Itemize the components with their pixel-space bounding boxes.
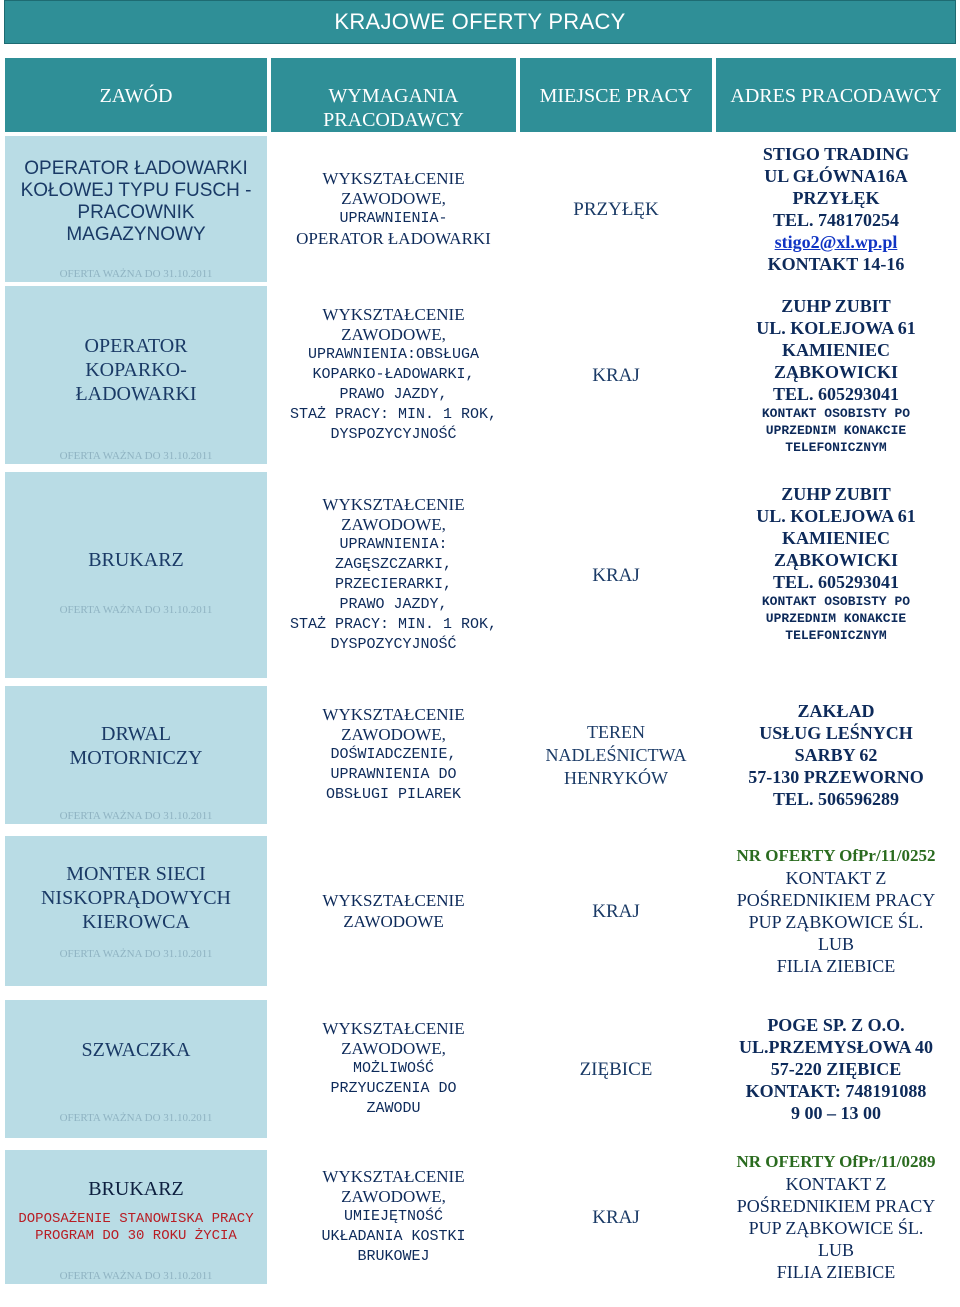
requirements-cell: [271, 136, 516, 282]
place-text: TEREN NADLEŚNICTWA HENRYKÓW: [545, 721, 687, 788]
table-row: [0, 836, 960, 986]
table-row: [0, 1000, 960, 1138]
validity-note: OFERTA WAŻNA DO 31.10.2011: [59, 1112, 213, 1124]
place-cell: [520, 1000, 712, 1138]
job-cell: [5, 472, 267, 678]
page-title: KRAJOWE OFERTY PRACY: [334, 9, 626, 34]
place-text: ZIĘBICE: [579, 1058, 653, 1080]
place-cell: [520, 1150, 712, 1284]
address-cell: [716, 286, 956, 464]
address-text: NR OFERTY OfPr/11/0289 KONTAKT Z POŚREDNIKIEM PRACY PUP ZĄBKOWICE ŚL. LUB FILIA ZIEBICE: [736, 1152, 936, 1282]
place-text: KRAJ: [592, 564, 640, 586]
place-cell: [520, 686, 712, 824]
requirements-cell: [271, 836, 516, 986]
address-cell: [716, 1150, 956, 1284]
job-title: MONTER SIECI NISKOPRĄDOWYCH KIEROWCA: [40, 863, 231, 933]
requirements-text: WYKSZTAŁCENIE ZAWODOWE, UPRAWNIENIA:OBSŁUGA KOPARKO-ŁADOWARKI, PRAWO JAZDY, STAŻ PRACY: MIN. 1 ROK, DYSPOZYCYJNOŚĆ: [289, 305, 498, 443]
header-place: MIEJSCE PRACY: [520, 58, 712, 132]
table-row: [0, 136, 960, 282]
job-title: BRUKARZ: [88, 549, 184, 571]
address-cell: [716, 1000, 956, 1138]
job-title: SZWACZKA: [81, 1039, 191, 1061]
job-cell: [5, 286, 267, 464]
requirements-cell: [271, 1000, 516, 1138]
requirements-text: WYKSZTAŁCENIE ZAWODOWE, UMIEJĘTNOŚĆ UKŁADANIA KOSTKI BRUKOWEJ: [321, 1167, 466, 1265]
address-text: NR OFERTY OfPr/11/0252 KONTAKT Z POŚREDNIKIEM PRACY PUP ZĄBKOWICE ŚL. LUB FILIA ZIEBICE: [736, 846, 936, 976]
address-text: POGE SP. Z O.O. UL.PRZEMYSŁOWA 40 57-220 ZIĘBICE KONTAKT: 748191088 9 00 – 13 00: [738, 1015, 934, 1123]
place-text: PRZYŁĘK: [573, 198, 659, 220]
requirements-text: WYKSZTAŁCENIE ZAWODOWE, MOŻLIWOŚĆ PRZYUCZENIA DO ZAWODU: [322, 1019, 465, 1117]
header-job: ZAWÓD: [5, 58, 267, 132]
address-text: ZAKŁAD USŁUG LEŚNYCH SARBY 62 57-130 PRZEWORNO TEL. 506596289: [748, 701, 924, 809]
job-title: OPERATOR KOPARKO-ŁADOWARKI: [75, 335, 197, 405]
job-cell: [5, 1000, 267, 1138]
job-title: DRWAL MOTORNICZY: [69, 723, 203, 769]
table-row: [0, 286, 960, 464]
header-address: ADRES PRACODAWCY: [716, 58, 956, 132]
requirements-cell: [271, 1150, 516, 1284]
address-cell: [716, 836, 956, 986]
requirements-text: WYKSZTAŁCENIE ZAWODOWE, DOŚWIADCZENIE, UPRAWNIENIA DO OBSŁUGI PILAREK: [322, 705, 465, 803]
place-cell: [520, 836, 712, 986]
address-text: ZUHP ZUBIT UL. KOLEJOWA 61 KAMIENIEC ZĄBKOWICKI TEL. 605293041 KONTAKT OSOBISTY PO UPRZEDNIM KONAKCIE TELEFONICZNYM: [756, 483, 916, 643]
place-text: KRAJ: [592, 364, 640, 386]
job-cell: [5, 836, 267, 986]
address-text: STIGO TRADING UL GŁÓWNA16A PRZYŁĘK TEL. 748170254 stigo2@xl.wp.pl KONTAKT 14-16: [762, 144, 910, 274]
address-text: ZUHP ZUBIT UL. KOLEJOWA 61 KAMIENIEC ZĄBKOWICKI TEL. 605293041 KONTAKT OSOBISTY PO UPRZEDNIM KONAKCIE TELEFONICZNYM: [756, 295, 916, 455]
requirements-cell: [271, 686, 516, 824]
table-row: [0, 472, 960, 678]
address-cell: [716, 686, 956, 824]
address-cell: [716, 136, 956, 282]
job-title: OPERATOR ŁADOWARKI KOŁOWEJ TYPU FUSCH - PRACOWNIK MAGAZYNOWY: [20, 158, 252, 245]
place-text: KRAJ: [592, 900, 640, 922]
requirements-cell: [271, 472, 516, 678]
place-text: KRAJ: [592, 1206, 640, 1228]
requirements-text: WYKSZTAŁCENIE ZAWODOWE, UPRAWNIENIA- OPERATOR ŁADOWARKI: [296, 169, 491, 248]
header-requirements: WYMAGANIA PRACODAWCY: [271, 58, 516, 132]
job-cell: [5, 1150, 267, 1284]
table-row: [0, 686, 960, 824]
job-cell: [5, 136, 267, 282]
place-cell: [520, 472, 712, 678]
validity-note: OFERTA WAŻNA DO 31.10.2011: [59, 810, 213, 822]
validity-note: OFERTA WAŻNA DO 31.10.2011: [59, 604, 213, 616]
validity-note: OFERTA WAŻNA DO 31.10.2011: [59, 450, 213, 462]
address-cell: [716, 472, 956, 678]
requirements-text: WYKSZTAŁCENIE ZAWODOWE, UPRAWNIENIA: ZAGĘSZCZARKI, PRZECIERARKI, PRAWO JAZDY, STAŻ PRACY: MIN. 1 ROK, DYSPOZYCYJNOŚĆ: [289, 495, 498, 653]
place-cell: [520, 286, 712, 464]
requirements-text: WYKSZTAŁCENIE ZAWODOWE: [322, 891, 465, 931]
table-row: [0, 1150, 960, 1284]
validity-note: OFERTA WAŻNA DO 31.10.2011: [59, 268, 213, 280]
requirements-cell: [271, 286, 516, 464]
program-note: DOPOSAŻENIE STANOWISKA PRACY PROGRAM DO 30 ROKU ŻYCIA: [18, 1211, 254, 1244]
page-title-bar: [4, 0, 956, 44]
job-title: BRUKARZ: [88, 1178, 184, 1200]
validity-note: OFERTA WAŻNA DO 31.10.2011: [59, 948, 213, 960]
place-cell: [520, 136, 712, 282]
job-cell: [5, 686, 267, 824]
validity-note: OFERTA WAŻNA DO 31.10.2011: [59, 1270, 213, 1282]
email-link[interactable]: stigo2@xl.wp.pl: [774, 232, 898, 252]
